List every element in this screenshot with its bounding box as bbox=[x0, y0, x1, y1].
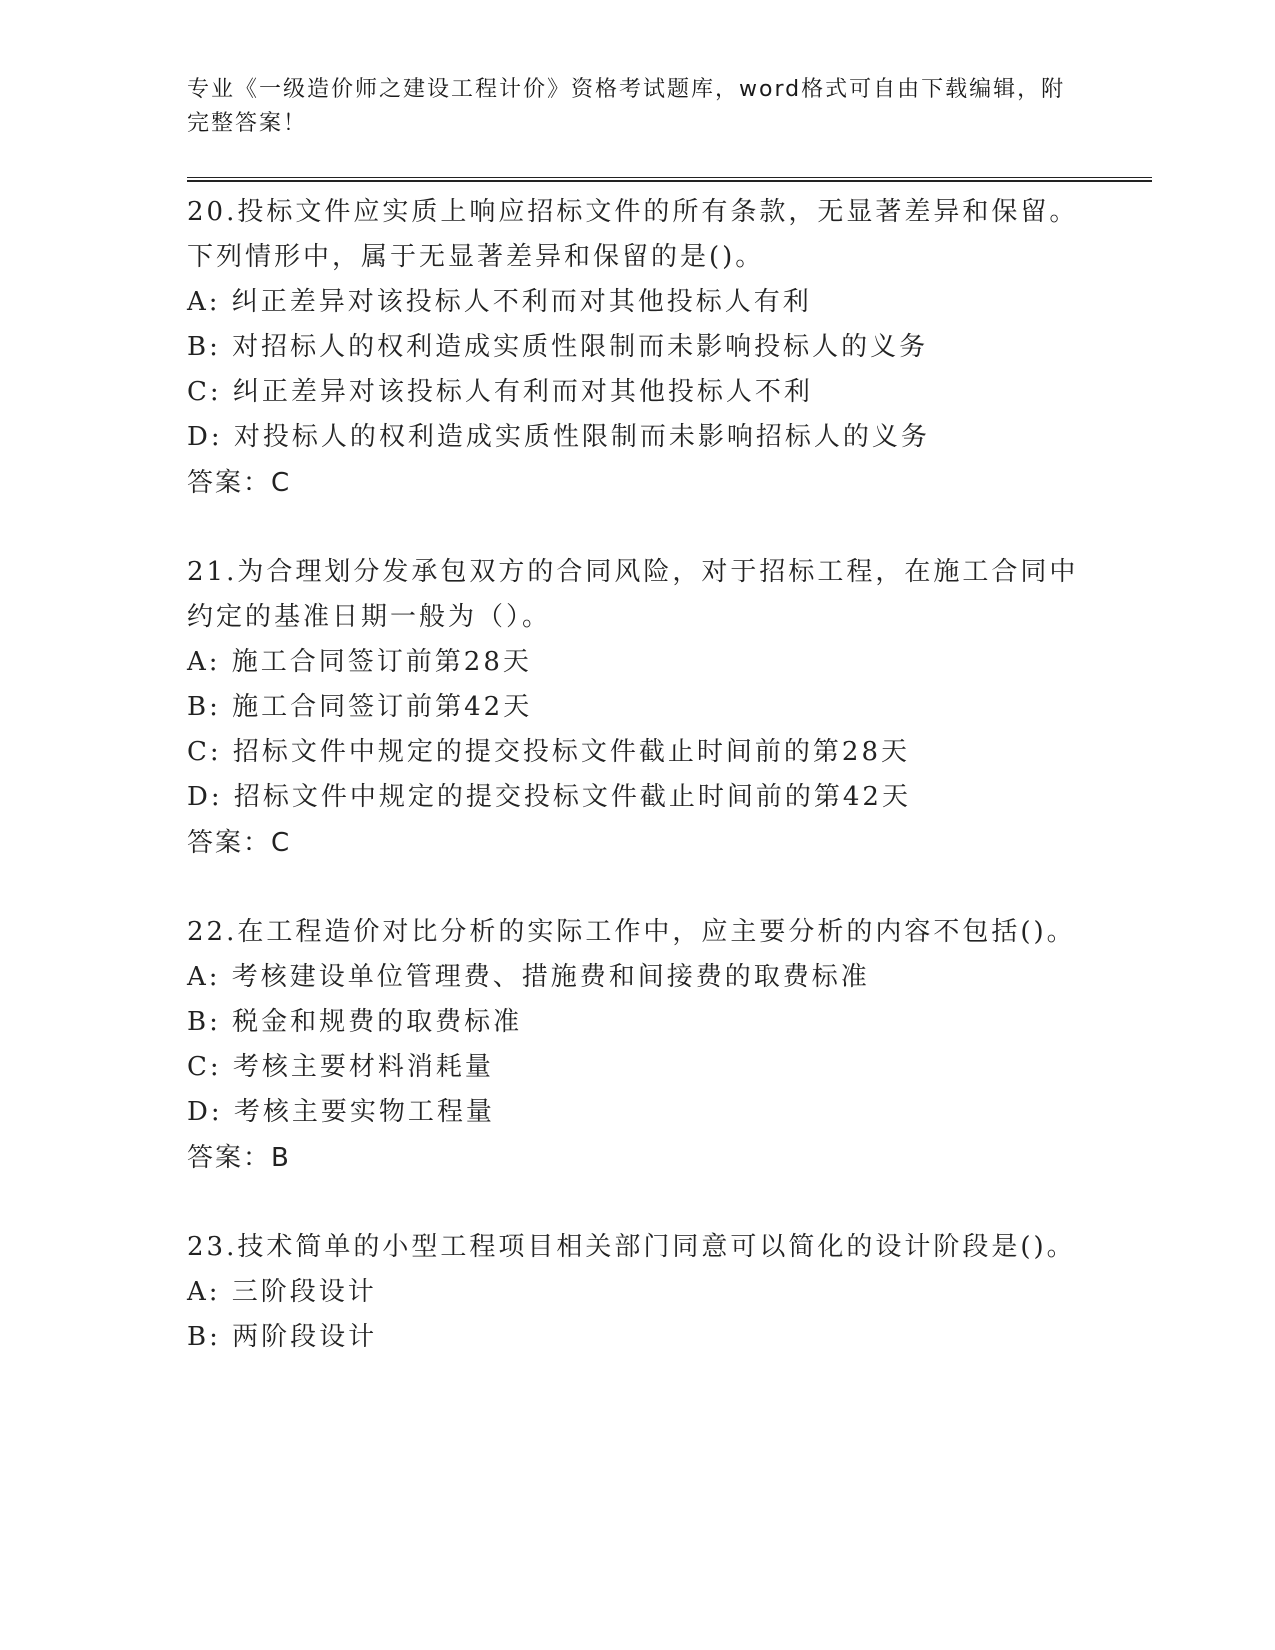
option-a: A: 考核建设单位管理费、措施费和间接费的取费标准 bbox=[187, 962, 870, 992]
answer-text: 答案：C bbox=[187, 828, 292, 858]
question-list bbox=[187, 190, 1087, 1404]
question-stem: 22.在工程造价对比分析的实际工作中，应主要分析的内容不包括()。 bbox=[187, 917, 1076, 947]
option-a: A: 施工合同签订前第28天 bbox=[187, 647, 532, 677]
question-stem: 20.投标文件应实质上响应招标文件的所有条款，无显著差异和保留。下列情形中，属于无显著差异和保留的是()。 bbox=[187, 197, 1079, 272]
question-22 bbox=[187, 910, 1087, 1181]
option-b: B: 施工合同签订前第42天 bbox=[187, 692, 533, 722]
option-b: B: 两阶段设计 bbox=[187, 1322, 378, 1352]
option-b: B: 税金和规费的取费标准 bbox=[187, 1007, 523, 1037]
option-d: D: 对投标人的权利造成实质性限制而未影响招标人的义务 bbox=[187, 422, 930, 452]
option-b: B: 对招标人的权利造成实质性限制而未影响投标人的义务 bbox=[187, 332, 929, 362]
option-c: C: 考核主要材料消耗量 bbox=[187, 1052, 494, 1082]
option-a: A: 纠正差异对该投标人不利而对其他投标人有利 bbox=[187, 287, 812, 317]
option-c: C: 招标文件中规定的提交投标文件截止时间前的第28天 bbox=[187, 737, 911, 767]
option-a: A: 三阶段设计 bbox=[187, 1277, 377, 1307]
question-23 bbox=[187, 1225, 1087, 1360]
document-header: 专业《一级造价师之建设工程计价》资格考试题库，word格式可自由下载编辑，附完整答案！ bbox=[187, 77, 1066, 136]
option-d: D: 招标文件中规定的提交投标文件截止时间前的第42天 bbox=[187, 782, 911, 812]
option-c: C: 纠正差异对该投标人有利而对其他投标人不利 bbox=[187, 377, 813, 407]
question-21 bbox=[187, 550, 1087, 866]
answer-text: 答案：C bbox=[187, 468, 292, 498]
question-stem: 21.为合理划分发承包双方的合同风险，对于招标工程，在施工合同中约定的基准日期一般为（）。 bbox=[187, 557, 1079, 632]
answer-text: 答案：B bbox=[187, 1143, 291, 1173]
question-stem: 23.技术简单的小型工程项目相关部门同意可以简化的设计阶段是()。 bbox=[187, 1232, 1076, 1262]
option-d: D: 考核主要实物工程量 bbox=[187, 1097, 495, 1127]
header-divider bbox=[187, 177, 1152, 182]
question-20 bbox=[187, 190, 1087, 506]
